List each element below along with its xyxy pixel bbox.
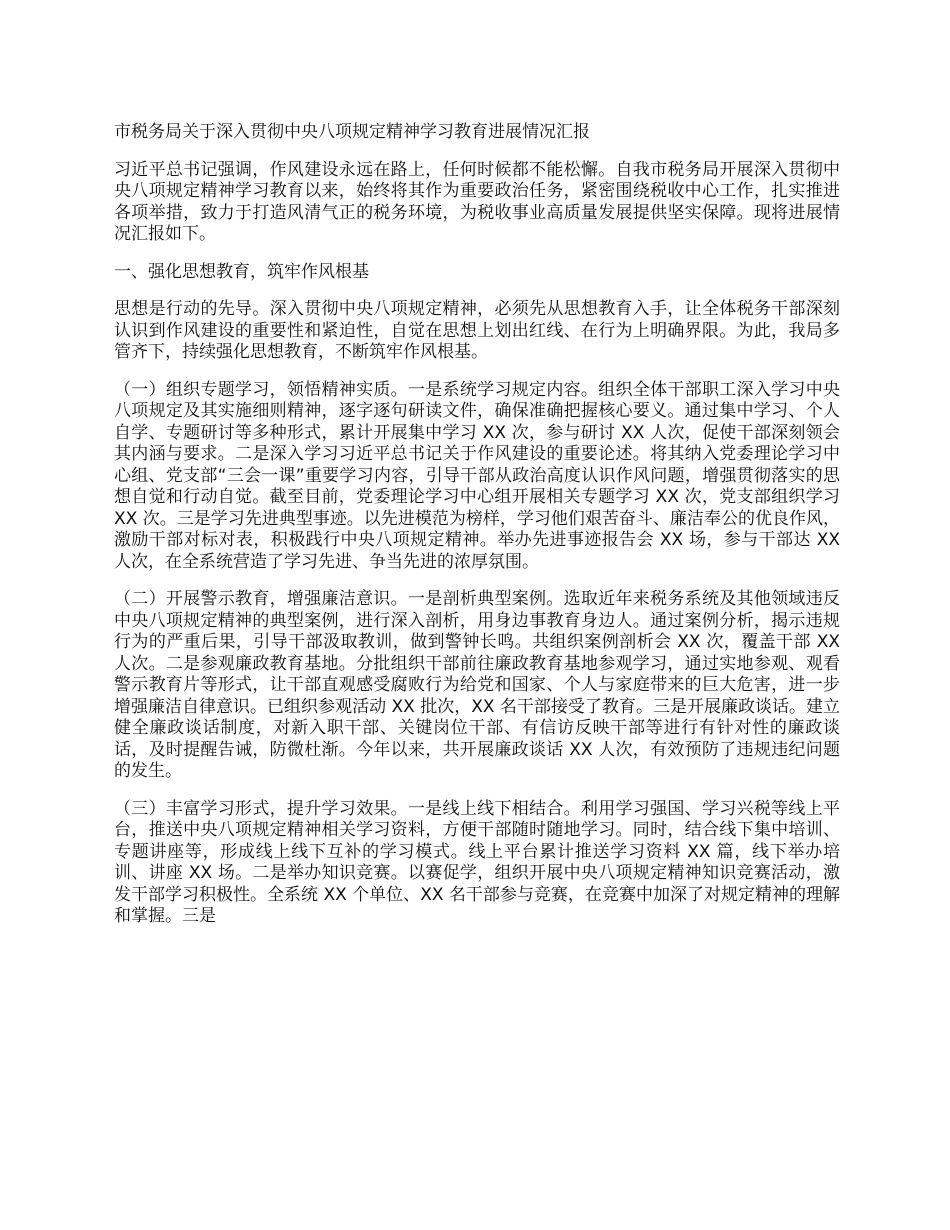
item-3-paragraph: （三）丰富学习形式，提升学习效果。一是线上线下相结合。利用学习强国、学习兴税等线上平台，推送中央八项规定精神相关学习资料，方便干部随时随地学习。同时，结合线下集中培训、专题讲座等，形成线上线下互补的学习模式。线上平台累计推送学习资料 XX 篇，线下举办培训、讲座 XX 场。二是举办知识竞赛。以赛促学，组织开展中央八项规定精神知识竞赛活动，激发干部学习积极性。全系统 XX 个单位、XX 名干部参与竞赛，在竞赛中加深了对规定精神的理解和掌握。三是	[114, 798, 840, 926]
document-title: 市税务局关于深入贯彻中央八项规定精神学习教育进展情况汇报	[114, 122, 590, 142]
section-1-intro-paragraph: 思想是行动的先导。深入贯彻中央八项规定精神，必须先从思想教育入手，让全体税务干部深刻认识到作风建设的重要性和紧迫性，自觉在思想上划出红线、在行为上明确界限。为此，我局多管齐下，持续强化思想教育，不断筑牢作风根基。	[114, 299, 840, 362]
item-1-paragraph: （一）组织专题学习，领悟精神实质。一是系统学习规定内容。组织全体干部职工深入学习中央八项规定及其实施细则精神，逐字逐句研读文件，确保准确把握核心要义。通过集中学习、个人自学、专题研讨等多种形式，累计开展集中学习 XX 次，参与研讨 XX 人次，促使干部深刻领会其内涵与要求。二是深入学习习近平总书记关于作风建设的重要论述。将其纳入党委理论学习中心组、党支部“三会一课”重要学习内容，引导干部从政治高度认识作风问题，增强贯彻落实的思想自觉和行动自觉。截至目前，党委理论学习中心组开展相关专题学习 XX 次，党支部组织学习 XX 次。三是学习先进典型事迹。以先进模范为榜样，学习他们艰苦奋斗、廉洁奉公的优良作风，激励干部对标对表，积极践行中央八项规定精神。举办先进事迹报告会 XX 场，参与干部达 XX 人次，在全系统营造了学习先进、争当先进的浓厚氛围。	[114, 379, 840, 572]
intro-paragraph: 习近平总书记强调，作风建设永远在路上，任何时候都不能松懈。自我市税务局开展深入贯彻中央八项规定精神学习教育以来，始终将其作为重要政治任务，紧密围绕税收中心工作，扎实推进各项举措，致力于打造风清气正的税务环境，为税收事业高质量发展提供坚实保障。现将进展情况汇报如下。	[114, 159, 840, 244]
document-page	[114, 122, 840, 944]
item-2-paragraph: （二）开展警示教育，增强廉洁意识。一是剖析典型案例。选取近年来税务系统及其他领域违反中央八项规定精神的典型案例，进行深入剖析，用身边事教育身边人。通过案例分析，揭示违规行为的严重后果，引导干部汲取教训，做到警钟长鸣。共组织案例剖析会 XX 次，覆盖干部 XX 人次。二是参观廉政教育基地。分批组织干部前往廉政教育基地参观学习，通过实地参观、观看警示教育片等形式，让干部直观感受腐败行为给党和国家、个人与家庭带来的巨大危害，进一步增强廉洁自律意识。已组织参观活动 XX 批次，XX 名干部接受了教育。三是开展廉政谈话。建立健全廉政谈话制度，对新入职干部、关键岗位干部、有信访反映干部等进行有针对性的廉政谈话，及时提醒告诫，防微杜渐。今年以来，共开展廉政谈话 XX 人次，有效预防了违规违纪问题的发生。	[114, 589, 840, 781]
section-heading-1: 一、强化思想教育，筑牢作风根基	[114, 261, 369, 282]
